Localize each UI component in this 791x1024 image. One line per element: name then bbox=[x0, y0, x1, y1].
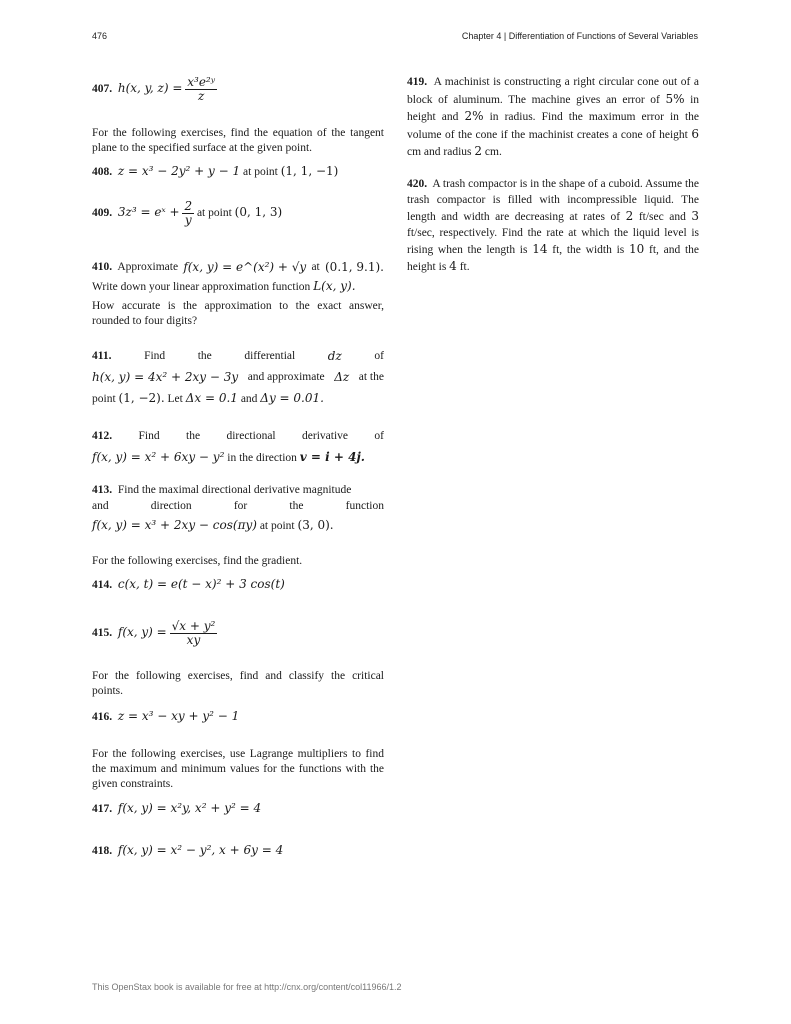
text: Let bbox=[167, 393, 183, 405]
problem-number: 414. bbox=[92, 579, 113, 591]
text: differential bbox=[244, 350, 296, 362]
text: ft. bbox=[459, 261, 470, 273]
problem-420 bbox=[407, 176, 699, 275]
math-delta-x: Δx = 0.1 bbox=[185, 391, 238, 405]
text: the bbox=[186, 430, 201, 442]
math-expression: f(x, y) = x² − y², x + 6y = 4 bbox=[117, 843, 284, 857]
math-lhs: h(x, y, z) = bbox=[117, 81, 183, 96]
text: Approximate bbox=[117, 261, 179, 273]
text: at point bbox=[259, 520, 295, 532]
intro-tangent: For the following exercises, find the equation of the tangent plane to the specified surface at the given point. bbox=[92, 127, 384, 154]
math-direction: v = i + 4j. bbox=[299, 450, 365, 464]
line bbox=[92, 482, 384, 498]
text: point bbox=[92, 393, 116, 405]
math-expression: h(x, y) = 4x² + 2xy − 3y bbox=[92, 370, 239, 384]
text: ft/sec and bbox=[638, 211, 686, 223]
line bbox=[92, 426, 384, 447]
problem-407 bbox=[92, 76, 384, 103]
problem-number: 415. bbox=[92, 627, 113, 640]
fraction-denominator: xy bbox=[186, 633, 201, 647]
fraction bbox=[185, 76, 217, 103]
line bbox=[92, 498, 384, 514]
text: Find the maximal directional derivative magnitude bbox=[117, 484, 352, 496]
intro-critical: For the following exercises, find and classify the critical points. bbox=[92, 670, 384, 697]
math-point: (0, 1, 3) bbox=[234, 205, 283, 220]
text: directional bbox=[226, 430, 276, 442]
problem-413 bbox=[92, 482, 384, 534]
text: ft, and the height is bbox=[407, 244, 699, 273]
problem-number: 409. bbox=[92, 207, 113, 220]
problem-410 bbox=[92, 258, 384, 329]
math-expression: f(x, y) = e^(x²) + √y bbox=[183, 260, 307, 274]
text: of bbox=[374, 430, 384, 442]
text: at point bbox=[196, 207, 232, 220]
text: cm and radius bbox=[407, 146, 472, 158]
line bbox=[92, 388, 384, 410]
text: of bbox=[374, 350, 384, 362]
math-lhs: f(x, y) = bbox=[117, 625, 167, 640]
problem-number: 413. bbox=[92, 484, 113, 496]
math-value: 5% bbox=[665, 91, 685, 106]
problem-419 bbox=[407, 74, 699, 161]
math-value: 4 bbox=[449, 259, 457, 273]
math-value: 2% bbox=[464, 109, 484, 123]
math-value: 2 bbox=[474, 144, 483, 158]
line bbox=[92, 447, 384, 469]
fraction bbox=[182, 200, 194, 227]
math-expression: z = x³ − xy + y² − 1 bbox=[117, 709, 240, 723]
math-point: (3, 0). bbox=[297, 518, 334, 532]
text: in height and bbox=[407, 93, 700, 123]
math-function: L(x, y). bbox=[313, 279, 356, 293]
text: Find bbox=[144, 350, 166, 362]
fraction-denominator: y bbox=[184, 213, 192, 227]
math-dz: dz bbox=[327, 349, 342, 363]
problem-number: 407. bbox=[92, 83, 113, 96]
problem-415 bbox=[92, 620, 384, 647]
fraction-denominator: z bbox=[197, 89, 205, 103]
intro-gradient: For the following exercises, find the gradient. bbox=[92, 555, 303, 567]
text: How accurate is the approximation to the exact answer, rounded to four digits? bbox=[92, 300, 384, 327]
text: in the direction bbox=[227, 452, 297, 464]
math-delta-y: Δy = 0.01. bbox=[260, 391, 324, 405]
line bbox=[92, 277, 384, 297]
text: the bbox=[289, 500, 304, 512]
math-delta-z: Δz bbox=[334, 370, 350, 384]
problem-number: 419. bbox=[407, 76, 428, 88]
text: Write down your linear approximation function bbox=[92, 281, 311, 293]
math-point: (1, −2). bbox=[118, 391, 165, 405]
line bbox=[92, 258, 384, 277]
problem-number: 418. bbox=[92, 845, 113, 857]
problem-416 bbox=[92, 709, 384, 725]
fraction-numerator: √x + y² bbox=[171, 619, 216, 633]
math-expression: f(x, y) = x²y, x² + y² = 4 bbox=[117, 801, 262, 815]
line bbox=[92, 367, 384, 388]
problem-number: 416. bbox=[92, 711, 113, 723]
math-expression: c(x, t) = e(t − x)² + 3 cos(t) bbox=[117, 577, 285, 591]
text: Find bbox=[138, 430, 160, 442]
math-point: (1, 1, −1) bbox=[280, 164, 339, 178]
chapter-title: Chapter 4 | Differentiation of Functions of Several Variables bbox=[461, 31, 698, 41]
math-expression: z = x³ − 2y² + y − 1 bbox=[117, 164, 241, 178]
text: at the bbox=[358, 371, 384, 383]
problem-number: 420. bbox=[407, 178, 428, 190]
math-value: 6 bbox=[691, 126, 699, 141]
math-value: 2 bbox=[625, 209, 634, 223]
problem-411 bbox=[92, 346, 384, 410]
text: ft/sec, respectively. Find the rate at which the liquid level is rising when the length is bbox=[407, 227, 699, 256]
page-number: 476 bbox=[92, 31, 108, 41]
math-expression: 3z³ = eˣ + bbox=[117, 205, 180, 220]
text: A machinist is constructing a right circular cone out of a block of aluminum. The machine gives an error of bbox=[407, 76, 699, 106]
fraction-numerator: 2 bbox=[184, 199, 193, 213]
problem-418 bbox=[92, 843, 384, 859]
problem-417 bbox=[92, 801, 384, 817]
problem-414 bbox=[92, 577, 384, 593]
text: cm. bbox=[484, 146, 502, 158]
intro-lagrange: For the following exercises, use Lagrange multipliers to find the maximum and minimum values for the functions with the given constraints. bbox=[92, 748, 384, 790]
text: at point bbox=[243, 166, 278, 178]
footer-note: This OpenStax book is available for free at http://cnx.org/content/col11966/1.2 bbox=[92, 982, 402, 992]
problem-408 bbox=[92, 164, 384, 180]
problem-number: 417. bbox=[92, 803, 113, 815]
line bbox=[92, 346, 384, 367]
text: function bbox=[345, 500, 384, 512]
math-expression: f(x, y) = x² + 6xy − y² bbox=[92, 450, 225, 464]
math-value: 3 bbox=[691, 209, 700, 223]
fraction-numerator: x³e²ʸ bbox=[187, 75, 216, 89]
line bbox=[92, 517, 384, 534]
text: the bbox=[197, 350, 212, 362]
text: and bbox=[240, 393, 258, 405]
fraction bbox=[170, 620, 218, 647]
problem-412 bbox=[92, 426, 384, 469]
text: A trash compactor is in the shape of a cuboid. Assume the trash compactor is filled with incompressible liquid. The length and width are decreasing at rates of bbox=[407, 178, 700, 223]
text: direction bbox=[150, 500, 192, 512]
text: in radius. Find the maximum error in the volume of the cone if the machinist creates a cone of height bbox=[407, 111, 699, 141]
problem-409 bbox=[92, 200, 384, 227]
math-expression: f(x, y) = x³ + 2xy − cos(πy) bbox=[92, 518, 257, 532]
problem-number: 408. bbox=[92, 166, 113, 178]
math-value: 14 bbox=[532, 242, 548, 256]
text: at bbox=[311, 261, 320, 273]
text: and bbox=[92, 500, 109, 512]
text: and approximate bbox=[247, 371, 325, 383]
text: ft, the width is bbox=[552, 244, 625, 256]
text: for bbox=[233, 500, 248, 512]
text: derivative bbox=[302, 430, 349, 442]
problem-number: 410. bbox=[92, 261, 113, 273]
math-value: 10 bbox=[628, 242, 645, 256]
problem-number: 411. bbox=[92, 350, 112, 362]
problem-number: 412. bbox=[92, 430, 113, 442]
math-point: (0.1, 9.1). bbox=[325, 260, 384, 274]
